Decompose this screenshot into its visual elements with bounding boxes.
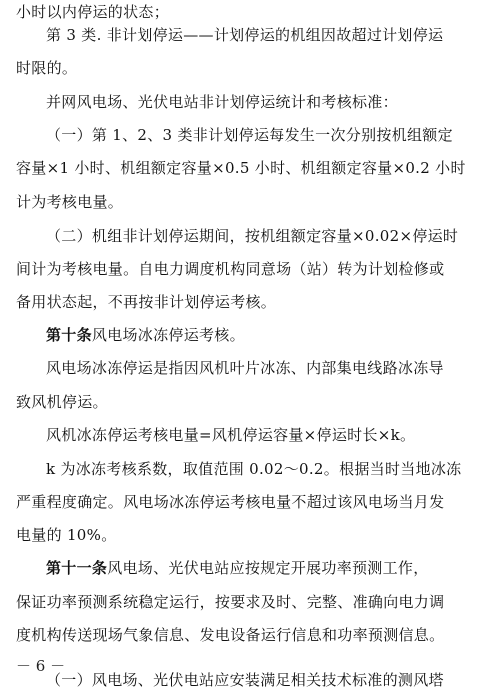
- article-title-text: 风电场冰冻停运考核。: [91, 326, 245, 344]
- text-line: 间计为考核电量。自电力调度机构同意场（站）转为计划检修或: [16, 260, 445, 278]
- text-line: 并网风电场、光伏电站非计划停运统计和考核标准：: [46, 93, 398, 111]
- text-line: 容量×1 小时、机组额定容量×0.5 小时、机组额定容量×0.2 小时: [16, 159, 466, 177]
- text-line: 电量的 10%。: [16, 526, 117, 544]
- text-line: 计为考核电量。: [16, 193, 124, 211]
- text-line: 严重程度确定。风电场冰冻停运考核电量不超过该风电场当月发: [16, 493, 445, 511]
- text-line: （一）风电场、光伏电站应安装满足相关技术标准的测风塔: [46, 671, 444, 689]
- text-line: k 为冰冻考核系数，取值范围 0.02～0.2。根据当时当地冰冻: [46, 460, 462, 478]
- article-number: 第十条: [46, 326, 92, 344]
- text-line: 度机构传送现场气象信息、发电设备运行信息和功率预测信息。: [16, 626, 445, 644]
- text-line: 备用状态起，不再按非计划停运考核。: [16, 293, 277, 311]
- text-line: （一）第 1、2、3 类非计划停运每发生一次分别按机组额定: [46, 126, 453, 144]
- page-number: － 6 －: [16, 657, 66, 675]
- formula-line: 风机冰冻停运考核电量=风机停运容量×停运时长×k。: [46, 426, 416, 444]
- article-11-heading-line: [46, 556, 502, 580]
- text-line: 风电场冰冻停运是指因风机叶片冰冻、内部集电线路冰冻导: [46, 359, 444, 377]
- text-line: 时限的。: [16, 59, 78, 77]
- text-line: 保证功率预测系统稳定运行，按要求及时、完整、准确向电力调: [16, 593, 445, 611]
- article-10-heading-line: [46, 323, 502, 347]
- text-line: （二）机组非计划停运期间，按机组额定容量×0.02×停运时: [46, 227, 459, 245]
- text-line: 致风机停运。: [16, 393, 108, 411]
- article-number: 第十一条: [46, 559, 108, 577]
- article-body-text: 风电场、光伏电站应按规定开展功率预测工作，: [107, 559, 429, 577]
- text-line: 小时以内停运的状态；: [16, 3, 170, 21]
- text-line: 第 3 类. 非计划停运——计划停运的机组因故超过计划停运: [46, 26, 444, 44]
